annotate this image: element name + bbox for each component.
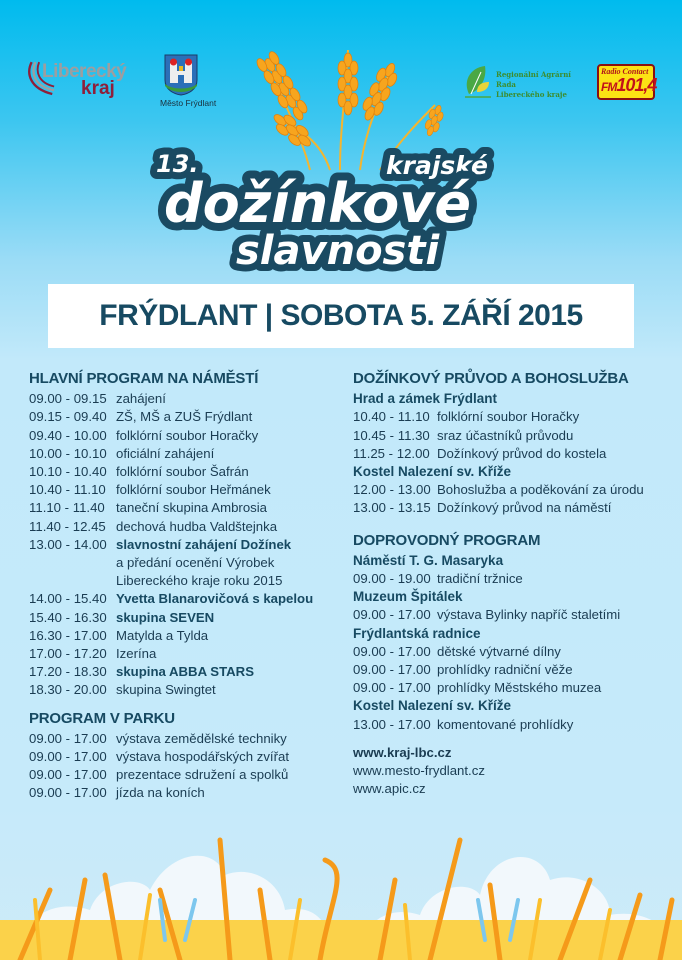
schedule-time: 09.00 - 17.00 <box>353 680 431 696</box>
radio-fm-prefix: FM <box>601 80 617 94</box>
festival-title <box>150 140 510 280</box>
wheat-ear-1 <box>255 50 311 125</box>
schedule-row <box>29 590 339 608</box>
schedule-row <box>353 570 673 588</box>
section-heading-pruvod: DOŽÍNKOVÝ PRŮVOD A BOHOSLUŽBA <box>353 370 629 387</box>
venue-subheading: Frýdlantská radnice <box>353 625 481 641</box>
schedule-description: ZŠ, MŠ a ZUŠ Frýdlant <box>116 409 253 425</box>
wheat-field-illustration <box>0 820 682 960</box>
title-main: dožínkové <box>164 172 472 235</box>
schedule-description: Yvetta Blanarovičová s kapelou <box>116 591 314 607</box>
schedule-description: výstava hospodářských zvířat <box>116 749 289 765</box>
schedule-time: 13.00 - 14.00 <box>29 536 107 552</box>
schedule-description: a předání ocenění Výrobek <box>116 555 275 571</box>
schedule-time: 17.20 - 18.30 <box>29 664 107 680</box>
schedule-description: Dožínkový průvod na náměstí <box>437 500 612 516</box>
title-adjective: krajské <box>386 151 488 180</box>
schedule-time: 09.40 - 10.00 <box>29 427 107 443</box>
venue-subheading: Náměstí T. G. Masaryka <box>353 552 504 568</box>
schedule-description: zahájení <box>116 391 166 407</box>
schedule-time: 13.00 - 17.00 <box>353 716 431 732</box>
schedule-row <box>29 463 339 481</box>
link-mesto[interactable]: www.mesto-frydlant.cz <box>353 763 485 779</box>
leaf-icon <box>463 64 495 100</box>
schedule-row <box>29 499 339 517</box>
schedule-row <box>29 445 339 463</box>
schedule-time: 14.00 - 15.40 <box>29 591 107 607</box>
schedule-row <box>29 408 339 426</box>
schedule-time: 09.00 - 17.00 <box>353 662 431 678</box>
schedule-description: prohlídky Městského muzea <box>437 680 602 696</box>
schedule-time: 09.00 - 19.00 <box>353 571 431 587</box>
section-heading-doprovodny: DOPROVODNÝ PROGRAM <box>353 531 541 549</box>
schedule-description: jízda na koních <box>116 785 205 801</box>
agrarni-rada-text <box>496 70 593 100</box>
schedule-description: výstava Bylinky napříč staletími <box>437 607 621 623</box>
schedule-time: 16.30 - 17.00 <box>29 627 107 643</box>
schedule-row <box>29 645 339 663</box>
schedule-row <box>29 784 339 802</box>
schedule-description: folklórní soubor Horačky <box>116 427 259 443</box>
schedule-description: Dožínkový průvod do kostela <box>437 445 607 461</box>
schedule-row <box>353 606 673 624</box>
schedule-row <box>29 390 339 408</box>
kraj-logo-line1: Liberecký <box>42 61 127 82</box>
schedule-description: folklórní soubor Horačky <box>437 409 580 425</box>
schedule-row <box>353 716 673 734</box>
schedule-row <box>29 748 339 766</box>
schedule-description: Bohoslužba a poděkování za úrodu <box>437 482 644 498</box>
schedule-time: 11.40 - 12.45 <box>29 518 106 534</box>
schedule-row <box>29 627 339 645</box>
program-v-parku-list <box>29 730 339 803</box>
liberecky-kraj-logo <box>26 60 126 100</box>
schedule-description: skupina Swingtet <box>116 682 216 698</box>
schedule-description: Izerína <box>116 646 157 662</box>
schedule-row <box>353 499 673 517</box>
right-column <box>353 370 673 798</box>
link-kraj[interactable]: www.kraj-lbc.cz <box>353 744 452 760</box>
schedule-time: 10.10 - 10.40 <box>29 464 107 480</box>
schedule-row <box>29 663 339 681</box>
mesto-frydlant-logo <box>160 54 230 114</box>
schedule-description: výstava zemědělské techniky <box>116 730 287 746</box>
kraj-logo-line2: kraj <box>81 78 115 99</box>
schedule-time: 09.00 - 17.00 <box>29 749 107 765</box>
schedule-description: folklórní soubor Šafrán <box>116 464 249 480</box>
venue-subheading: Kostel Nalezení sv. Kříže <box>353 698 512 714</box>
schedule-description: folklórní soubor Heřmánek <box>116 482 271 498</box>
section-heading-program-v-parku: PROGRAM V PARKU <box>29 709 175 727</box>
section-heading-hlavni-program: HLAVNÍ PROGRAM NA NÁMĚSTÍ <box>29 370 259 387</box>
schedule-row <box>29 730 339 748</box>
schedule-description: prohlídky radniční věže <box>437 662 573 678</box>
date-banner-text: FRÝDLANT | SOBOTA 5. ZÁŘÍ 2015 <box>99 299 583 332</box>
schedule-description: dětské výtvarné dílny <box>437 643 561 659</box>
links-list <box>353 744 673 799</box>
schedule-description: slavnostní zahájení Dožínek <box>116 536 292 552</box>
agrarni-rada-logo <box>463 64 593 100</box>
schedule-row <box>353 679 673 697</box>
doprovodny-list <box>353 552 673 734</box>
left-column <box>29 370 339 803</box>
schedule-time: 17.00 - 17.20 <box>29 646 107 662</box>
schedule-description: prezentace sdružení a spolků <box>116 767 289 783</box>
mesto-frydlant-caption: Město Frýdlant <box>160 98 217 108</box>
venue-subheading: Muzeum Špitálek <box>353 589 463 605</box>
pruvod-list <box>353 390 673 517</box>
schedule-description: skupina ABBA STARS <box>116 664 254 680</box>
schedule-row <box>353 481 673 499</box>
schedule-row <box>29 518 339 536</box>
schedule-time: 09.00 - 09.15 <box>29 391 107 407</box>
agrarni-rada-line1: Regionální Agrární Rada <box>496 70 571 89</box>
schedule-time: 09.00 - 17.00 <box>29 785 107 801</box>
coat-of-arms-icon <box>164 54 198 96</box>
radio-name: Radio Contact <box>601 67 649 76</box>
schedule-time: 10.45 - 11.30 <box>353 427 430 443</box>
schedule-row <box>29 681 339 699</box>
schedule-row <box>353 445 673 463</box>
schedule-time: 09.00 - 17.00 <box>353 643 431 659</box>
schedule-description: skupina SEVEN <box>116 609 215 625</box>
schedule-row <box>353 427 673 445</box>
schedule-row <box>353 661 673 679</box>
schedule-time: 10.00 - 10.10 <box>29 445 107 461</box>
schedule-row <box>29 554 339 572</box>
schedule-description: sraz účastníků průvodu <box>437 427 574 443</box>
title-sub: slavnosti <box>236 228 440 274</box>
schedule-description: tradiční tržnice <box>437 571 523 587</box>
radio-frequency-value: 101,4 <box>616 75 657 95</box>
date-banner <box>48 284 634 348</box>
schedule-row <box>29 609 339 627</box>
schedule-row <box>29 766 339 784</box>
link-apic[interactable]: www.apic.cz <box>353 781 426 797</box>
schedule-time: 15.40 - 16.30 <box>29 609 107 625</box>
schedule-time: 10.40 - 11.10 <box>353 409 430 425</box>
schedule-time: 09.15 - 09.40 <box>29 409 107 425</box>
schedule-description: dechová hudba Valdštejnka <box>116 518 278 534</box>
schedule-time: 18.30 - 20.00 <box>29 682 107 698</box>
agrarni-rada-line2: Libereckého kraje <box>496 90 567 99</box>
schedule-time: 09.00 - 17.00 <box>353 607 431 623</box>
schedule-description: komentované prohlídky <box>437 716 574 732</box>
schedule-time: 10.40 - 11.10 <box>29 482 106 498</box>
schedule-time: 09.00 - 17.00 <box>29 767 107 783</box>
schedule-row <box>29 572 339 590</box>
schedule-row <box>353 408 673 426</box>
schedule-row <box>353 643 673 661</box>
schedule-description: taneční skupina Ambrosia <box>116 500 268 516</box>
schedule-time: 09.00 - 17.00 <box>29 730 107 746</box>
schedule-row <box>29 427 339 445</box>
schedule-time: 12.00 - 13.00 <box>353 482 431 498</box>
hlavni-program-list <box>29 390 339 699</box>
schedule-row <box>29 536 339 554</box>
schedule-description: Matylda a Tylda <box>116 627 209 643</box>
radio-contact-logo <box>597 64 655 100</box>
schedule-row <box>29 481 339 499</box>
title-number: 13. <box>156 150 199 178</box>
venue-subheading: Hrad a zámek Frýdlant <box>353 391 498 407</box>
radio-frequency <box>601 75 656 96</box>
schedule-description: Libereckého kraje roku 2015 <box>116 573 283 589</box>
schedule-time: 13.00 - 13.15 <box>353 500 431 516</box>
schedule-time: 11.25 - 12.00 <box>353 445 430 461</box>
schedule-description: oficiální zahájení <box>116 445 215 461</box>
venue-subheading: Kostel Nalezení sv. Kříže <box>353 464 512 480</box>
schedule-time: 11.10 - 11.40 <box>29 500 105 516</box>
